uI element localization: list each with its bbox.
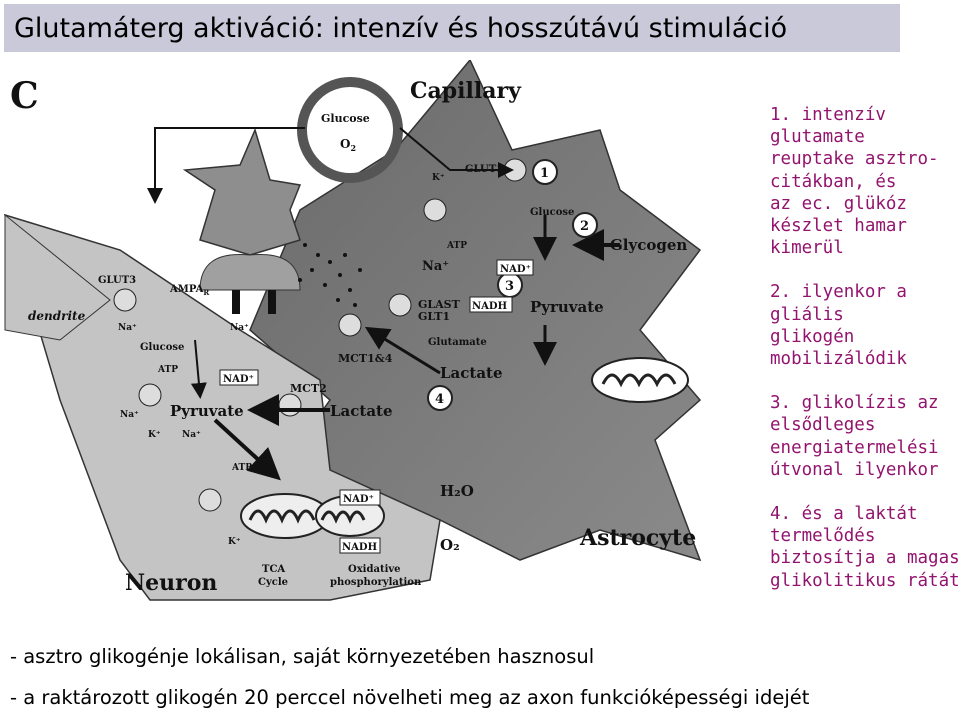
neuron-label: Neuron <box>125 570 218 596</box>
nad-astro-label: NAD⁺ <box>500 264 531 275</box>
k-neuron-label-2: K⁺ <box>228 537 241 547</box>
na-neuron-label-2: Na⁺ <box>182 430 201 440</box>
glt1-label: GLT1 <box>418 310 451 323</box>
note-3: 3. glikolízis az elsődleges energiatermelési útvonal ilyenkor <box>770 393 939 480</box>
mct14-label: MCT1&4 <box>338 352 393 365</box>
phosphorylation-label: phosphorylation <box>330 577 422 588</box>
side-notes <box>770 104 960 614</box>
atp-astro-label: ATP <box>447 241 467 251</box>
glast-label: GLAST <box>418 298 460 311</box>
na-k-atpase-neuron <box>199 489 221 511</box>
astrocyte-label: Astrocyte <box>580 525 697 551</box>
nad-mito-label: NAD⁺ <box>343 494 374 505</box>
panel-letter: C <box>10 75 39 117</box>
na-astro-label: Na⁺ <box>422 259 450 274</box>
glucose-astro-label: Glucose <box>530 207 575 218</box>
na-k-atpase-neuron <box>139 384 161 406</box>
o2-capillary-label: $O_2$ <box>340 137 357 153</box>
pyruvate-astro-label: Pyruvate <box>530 298 604 316</box>
step-2: 2 <box>580 219 590 234</box>
step-3: 3 <box>505 279 515 294</box>
glucose-capillary-label: Glucose <box>321 112 370 125</box>
note-1: 1. intenzív glutamate reuptake asztro- citákban, és az ec. glükóz készlet hamar kimerül <box>770 105 939 259</box>
slide-title: Glutamáterg aktiváció: intenzív és hosszútávú stimuláció <box>14 12 788 44</box>
mct2-label: MCT2 <box>290 382 327 395</box>
cycle-label: Cycle <box>258 577 289 588</box>
glast-transporter <box>389 294 411 316</box>
k-astro-label: K⁺ <box>432 173 445 183</box>
oxidative-label: Oxidative <box>348 564 401 575</box>
mct2-transporter <box>279 394 301 416</box>
synapse-bulb <box>200 254 300 290</box>
na-k-atpase-astro <box>424 199 446 221</box>
glut3-label: GLUT3 <box>98 275 137 286</box>
step-4: 4 <box>435 392 445 407</box>
atp-neuron-label-2: ATP <box>232 463 252 473</box>
o2-label: O₂ <box>440 536 460 554</box>
pyruvate-neuron-label: Pyruvate <box>170 402 244 420</box>
na-neuron-label-3: Na⁺ <box>120 410 139 420</box>
glut3-transporter <box>114 289 136 311</box>
na-post-label: Na⁺ <box>230 323 249 333</box>
step-1: 1 <box>540 166 550 181</box>
capillary-label: Capillary <box>410 78 521 104</box>
presynaptic-terminal <box>185 130 300 255</box>
k-neuron-label: K⁺ <box>148 430 161 440</box>
astrocyte-neuron-diagram <box>0 60 765 640</box>
tca-label: TCA <box>262 564 286 575</box>
na-neuron-label: Na⁺ <box>118 323 137 333</box>
glycogen-label: Glycogen <box>610 236 688 254</box>
nadh-astro-label: NADH <box>472 301 508 312</box>
glut1-label: GLUT1 <box>465 164 504 175</box>
nad-neuron-label: NAD⁺ <box>223 374 254 385</box>
lactate-astro-label: Lactate <box>440 364 503 382</box>
note-4: 4. és a laktát termelődés biztosítja a magas glikolitikus rátát <box>770 504 960 591</box>
bottom-line-2: - a raktározott glikogén 20 perccel növelheti meg az axon funkcióképességi idejét <box>10 686 810 709</box>
ampa-label: $AMPA_R$ <box>170 284 210 297</box>
ampa-receptor <box>232 290 240 314</box>
glucose-neuron-label: Glucose <box>140 342 185 353</box>
dendrite-label: dendrite <box>28 309 86 323</box>
note-2: 2. ilyenkor a gliális glikogén mobilizálódik <box>770 282 907 370</box>
atp-neuron-label: ATP <box>158 365 178 375</box>
bottom-line-1: - asztro glikogénje lokálisan, saját környezetében hasznosul <box>10 645 595 668</box>
h2o-label: H₂O <box>440 482 474 500</box>
lactate-neuron-label: Lactate <box>330 402 393 420</box>
ampa-receptor <box>268 290 276 314</box>
glutamate-astro-label: Glutamate <box>428 337 487 348</box>
nadh-mito-label: NADH <box>342 542 378 553</box>
mct14-transporter <box>339 314 361 336</box>
title-bar <box>4 4 900 52</box>
